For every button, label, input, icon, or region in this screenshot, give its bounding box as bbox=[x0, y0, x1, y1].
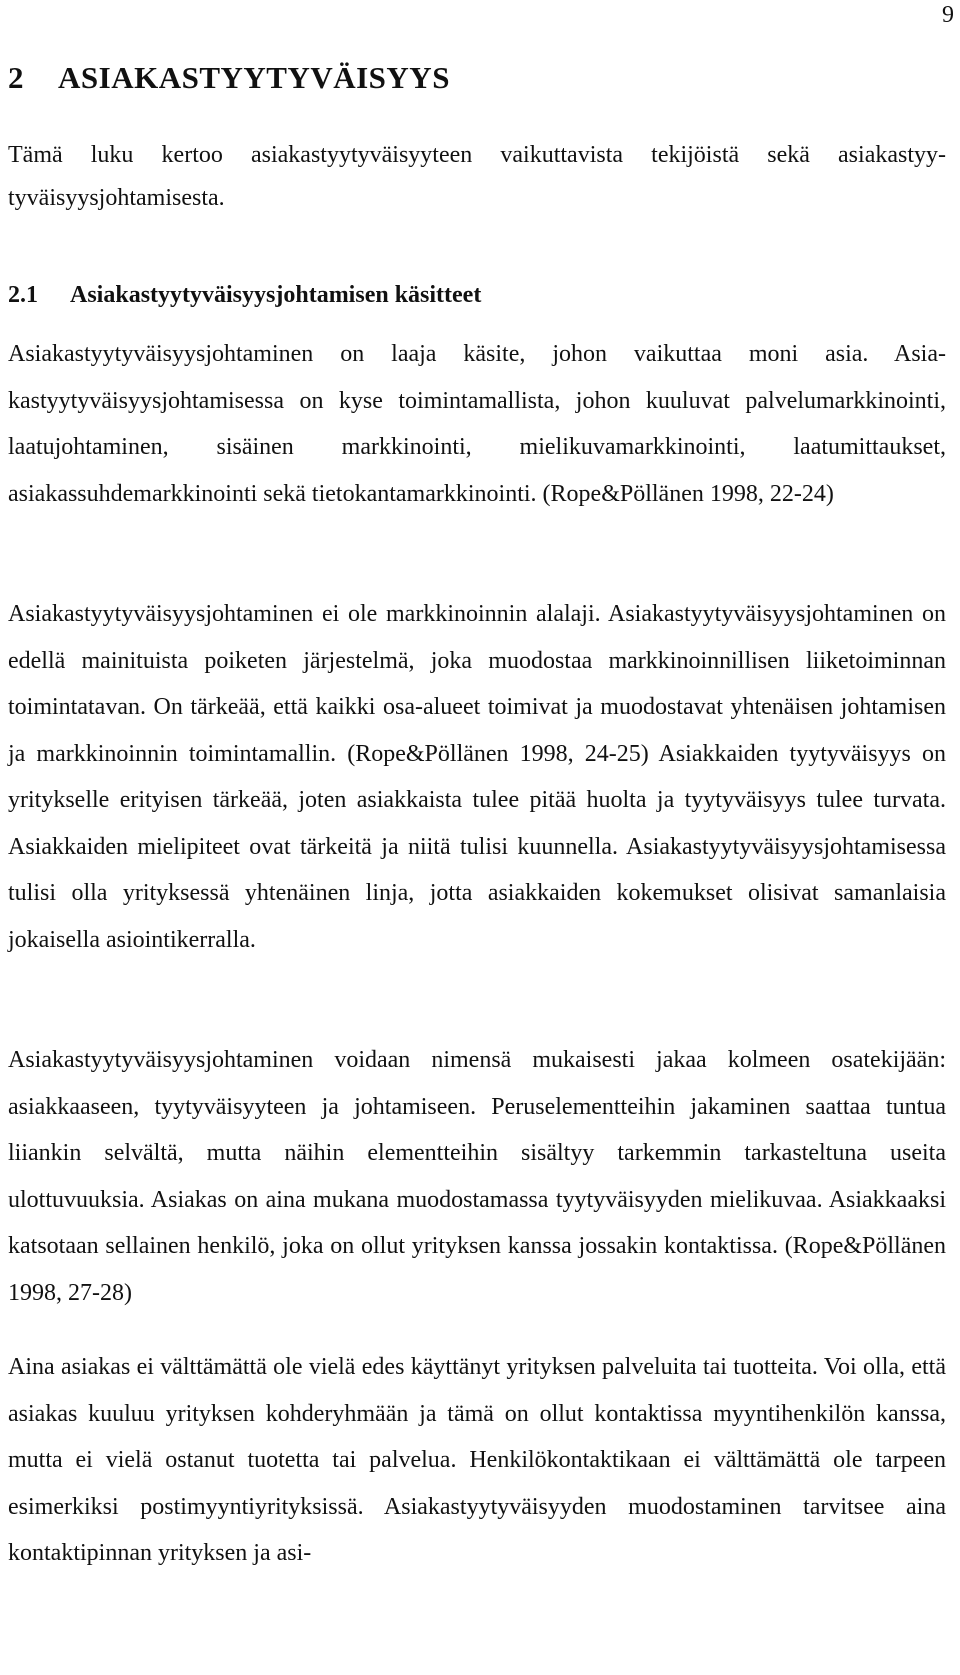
body-paragraph: Asiakastyytyväisyysjohtaminen ei ole markkinoinnin alalaji. Asiakastyytyväisyysjohtaminen on edellä mainituista poiketen järjestelmä, joka muodostaa markkinoinnillisen liiketoiminnan toimintatavan. On tärkeää, että kaikki osa-alueet toimivat ja muodostavat yhtenäisen johtamisen ja markkinoinnin toimintamallin. (Rope&Pöllänen 1998, 24-25) Asiakkaiden tyytyväisyys on yritykselle erityisen tärkeää, joten asiakkaista tulee pitää huolta ja tyytyväisyys tulee turvata. Asiakkaiden mielipiteet ovat tärkeitä ja niitä tulisi kuunnella. Asiakastyytyväisyysjohtamisessa tulisi olla yrityksessä yhtenäinen linja, jotta asiakkaiden kokemukset olisivat samanlaisia jokaisella asiointikerralla. bbox=[8, 601, 946, 953]
section-number: 2.1 bbox=[8, 282, 38, 308]
intro-paragraph: Tämä luku kertoo asiakastyytyväisyyteen vaikuttavista tekijöistä sekä asiakastyytyväisyysjohtamisesta. bbox=[8, 142, 946, 211]
body-paragraph: Asiakastyytyväisyysjohtaminen on laaja käsite, johon vaikuttaa moni asia. Asiakastyytyväisyysjohtamisessa on kyse toimintamallista, johon kuuluvat palvelumarkkinointi, laatujohtaminen, sisäinen markkinointi, mielikuvamarkkinointi, laatumittaukset, asiakassuhdemarkkinointi sekä tietokantamarkkinointi. (Rope&Pöllänen 1998, 22-24) bbox=[8, 341, 946, 507]
chapter-heading bbox=[8, 60, 450, 96]
body-paragraph: Asiakastyytyväisyysjohtaminen voidaan nimensä mukaisesti jakaa kolmeen osatekijään: asiakkaaseen, tyytyväisyyteen ja johtamiseen. Peruselementteihin jakaminen saattaa tuntua liiankin selvältä, mutta näihin elementteihin sisältyy tarkemmin tarkasteltuna useita ulottuvuuksia. Asiakas on aina mukana muodostamassa tyytyväisyyden mielikuvaa. Asiakkaaksi katsotaan sellainen henkilö, joka on ollut yrityksen kanssa jossakin kontaktissa. (Rope&Pöllänen 1998, 27-28) bbox=[8, 1047, 946, 1306]
chapter-number: 2 bbox=[8, 60, 24, 95]
section-heading bbox=[8, 282, 481, 309]
section-title: Asiakastyytyväisyysjohtamisen käsitteet bbox=[70, 282, 482, 308]
body-paragraph: Aina asiakas ei välttämättä ole vielä edes käyttänyt yrityksen palveluita tai tuotteita. Voi olla, että asiakas kuuluu yrityksen kohderyhmään ja tämä on ollut kontaktissa myyntihenkilön kanssa, mutta ei vielä ostanut tuotetta tai palvelua. Henkilökontaktikaan ei välttämättä ole tarpeen esimerkiksi postimyyntiyrityksissä. Asiakastyytyväisyyden muodostaminen tarvitsee aina kontaktipinnan yrityksen ja asi- bbox=[8, 1354, 946, 1566]
page-number: 9 bbox=[942, 2, 954, 28]
chapter-title: ASIAKASTYYTYVÄISYYS bbox=[58, 60, 450, 95]
